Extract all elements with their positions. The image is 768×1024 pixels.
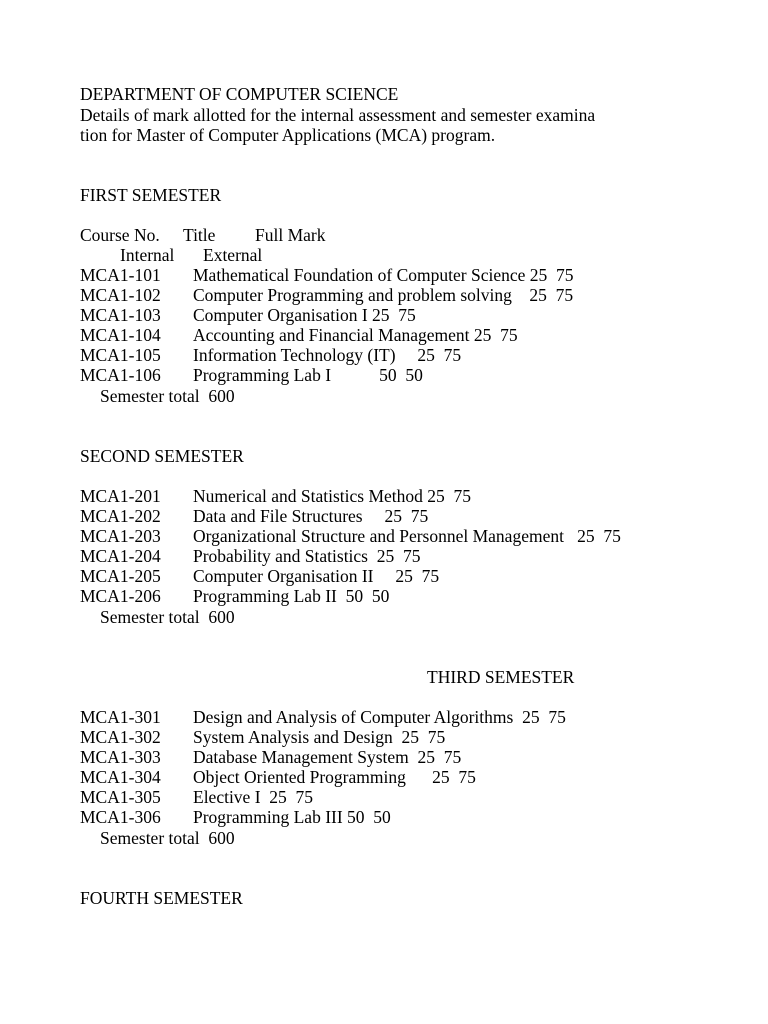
course-entry: Data and File Structures 25 75 [193,506,429,526]
course-code: MCA1-102 [80,285,161,305]
semester-total: Semester total 600 [100,607,235,627]
course-entry: Design and Analysis of Computer Algorithms 25 75 [193,707,566,727]
course-entry: Computer Organisation I 25 75 [193,305,416,325]
course-code: MCA1-105 [80,345,161,365]
course-code: MCA1-205 [80,566,161,586]
intro-line-2: tion for Master of Computer Applications (MCA) program. [80,125,496,145]
course-entry: Information Technology (IT) 25 75 [193,345,462,365]
course-entry: Database Management System 25 75 [193,747,462,767]
course-code: MCA1-206 [80,586,161,606]
course-code: MCA1-304 [80,767,161,787]
course-entry: System Analysis and Design 25 75 [193,727,446,747]
course-entry: Programming Lab II 50 50 [193,586,390,606]
course-code: MCA1-106 [80,365,161,385]
department-heading: DEPARTMENT OF COMPUTER SCIENCE [80,84,399,104]
course-code: MCA1-302 [80,727,161,747]
second-semester-heading: SECOND SEMESTER [80,446,244,466]
intro-line-1: Details of mark allotted for the internal assessment and semester examina [80,105,596,125]
course-entry: Programming Lab III 50 50 [193,807,391,827]
third-semester-heading: THIRD SEMESTER [427,667,575,687]
header-external: External [203,245,263,265]
course-entry: Numerical and Statistics Method 25 75 [193,486,472,506]
header-title: Title [183,225,216,245]
course-code: MCA1-104 [80,325,161,345]
course-entry: Object Oriented Programming 25 75 [193,767,476,787]
course-code: MCA1-305 [80,787,161,807]
semester-total: Semester total 600 [100,386,235,406]
course-code: MCA1-301 [80,707,161,727]
course-code: MCA1-306 [80,807,161,827]
course-entry: Probability and Statistics 25 75 [193,546,421,566]
semester-total: Semester total 600 [100,828,235,848]
first-semester-heading: FIRST SEMESTER [80,185,222,205]
header-full-mark: Full Mark [255,225,326,245]
course-entry: Computer Organisation II 25 75 [193,566,440,586]
course-entry: Computer Programming and problem solving 25 75 [193,285,574,305]
course-entry: Accounting and Financial Management 25 75 [193,325,518,345]
header-course-no: Course No. [80,225,160,245]
course-code: MCA1-103 [80,305,161,325]
course-entry: Mathematical Foundation of Computer Science 25 75 [193,265,574,285]
header-internal: Internal [120,245,175,265]
fourth-semester-heading: FOURTH SEMESTER [80,888,243,908]
course-entry: Organizational Structure and Personnel Management 25 75 [193,526,621,546]
course-code: MCA1-203 [80,526,161,546]
course-code: MCA1-101 [80,265,161,285]
course-entry: Programming Lab I 50 50 [193,365,423,385]
course-code: MCA1-202 [80,506,161,526]
course-code: MCA1-201 [80,486,161,506]
course-code: MCA1-204 [80,546,161,566]
course-code: MCA1-303 [80,747,161,767]
course-entry: Elective I 25 75 [193,787,314,807]
